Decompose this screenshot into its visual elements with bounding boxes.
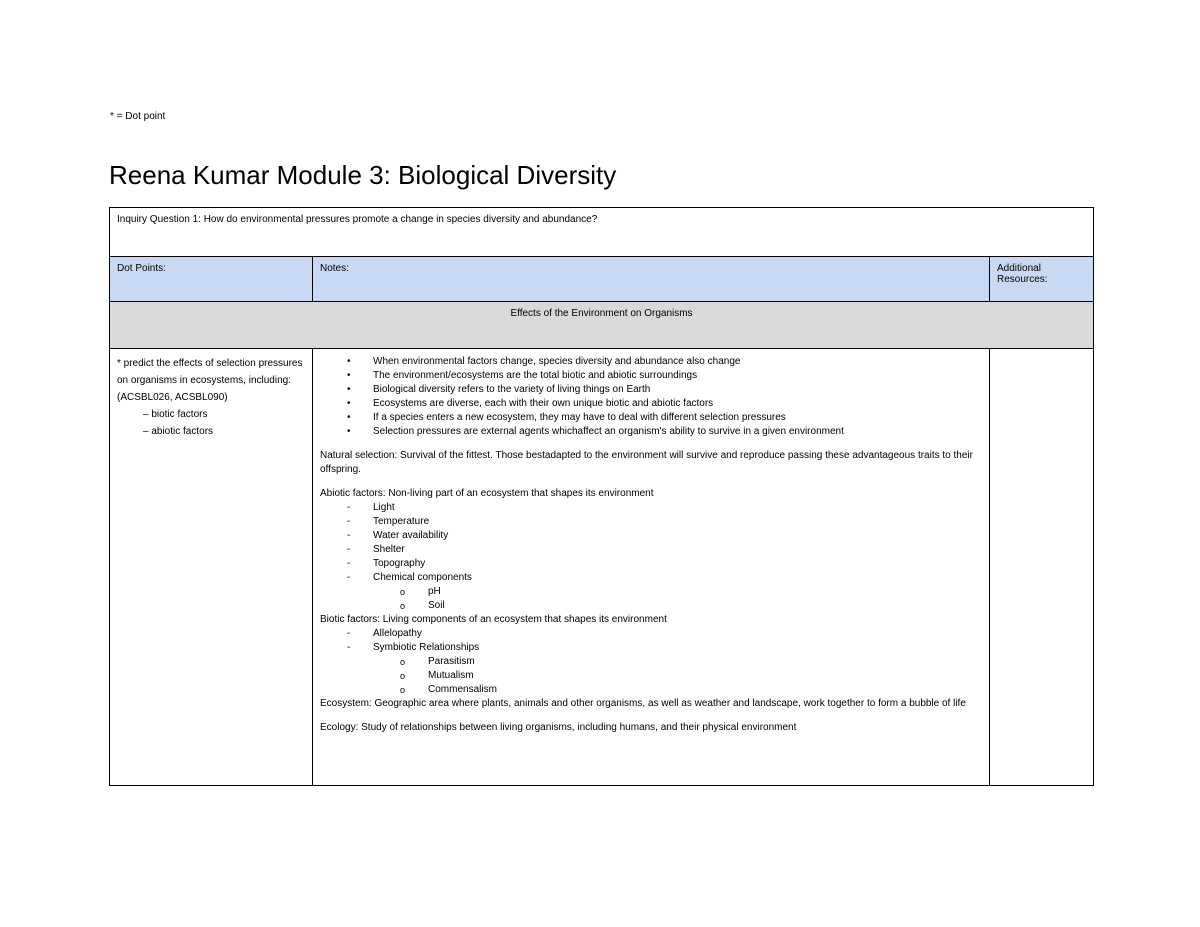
list-item: - Chemical components [320, 571, 982, 585]
abiotic-heading: Abiotic factors: Non-living part of an ecosystem that shapes its environment [320, 488, 654, 499]
header-notes: Notes: [313, 257, 990, 302]
notes-cell [313, 349, 990, 786]
list-item: - Allelopathy [320, 627, 982, 641]
ecology-note: Ecology: Study of relationships between living organisms, including humans, and their physical environment [320, 722, 797, 733]
list-item: o Commensalism [320, 683, 982, 697]
dot-point-sub: – abiotic factors [143, 426, 214, 437]
dot-point-text: * predict the effects of selection pressures on organisms in ecosystems, including: (ACSBL026, ACSBL090) [117, 358, 303, 403]
dot-point-cell [110, 349, 313, 786]
list-item: • The environment/ecosystems are the total biotic and abiotic surroundings [320, 369, 982, 383]
list-item: • Selection pressures are external agents whichaffect an organism's ability to survive in a given environment [320, 425, 982, 439]
section-title: Effects of the Environment on Organisms [110, 302, 1094, 349]
list-item: • When environmental factors change, species diversity and abundance also change [320, 355, 982, 369]
list-item: - Temperature [320, 515, 982, 529]
list-item: - Topography [320, 557, 982, 571]
abiotic-list [320, 501, 982, 613]
header-additional-resources: Additional Resources: [990, 257, 1094, 302]
ecosystem-note: Ecosystem: Geographic area where plants, animals and other organisms, as well as weather and landscape, work together to form a bubble of life [320, 698, 966, 709]
list-item: • If a species enters a new ecosystem, they may have to deal with different selection pressures [320, 411, 982, 425]
list-item: • Biological diversity refers to the variety of living things on Earth [320, 383, 982, 397]
biotic-list [320, 627, 982, 697]
page-title: Reena Kumar Module 3: Biological Diversity [109, 160, 617, 190]
list-item: o Soil [320, 599, 982, 613]
biotic-heading: Biotic factors: Living components of an ecosystem that shapes its environment [320, 614, 667, 625]
natural-selection-note: Natural selection: Survival of the fittest. Those bestadapted to the environment will survive and reproduce passing these advantageous traits to their offspring. [320, 450, 973, 475]
notes-bullet-list [320, 355, 982, 439]
additional-resources-cell [990, 349, 1094, 786]
list-item: o pH [320, 585, 982, 599]
list-item: o Parasitism [320, 655, 982, 669]
header-dot-points: Dot Points: [110, 257, 313, 302]
list-item: - Symbiotic Relationships [320, 641, 982, 655]
list-item: o Mutualism [320, 669, 982, 683]
list-item: - Water availability [320, 529, 982, 543]
inquiry-question: Inquiry Question 1: How do environmental pressures promote a change in species diversity and abundance? [110, 208, 1094, 257]
module-table [109, 207, 1094, 786]
list-item: - Shelter [320, 543, 982, 557]
list-item: • Ecosystems are diverse, each with their own unique biotic and abiotic factors [320, 397, 982, 411]
dot-point-sub: – biotic factors [143, 409, 208, 420]
dot-point-legend: * = Dot point [110, 111, 166, 122]
list-item: - Light [320, 501, 982, 515]
